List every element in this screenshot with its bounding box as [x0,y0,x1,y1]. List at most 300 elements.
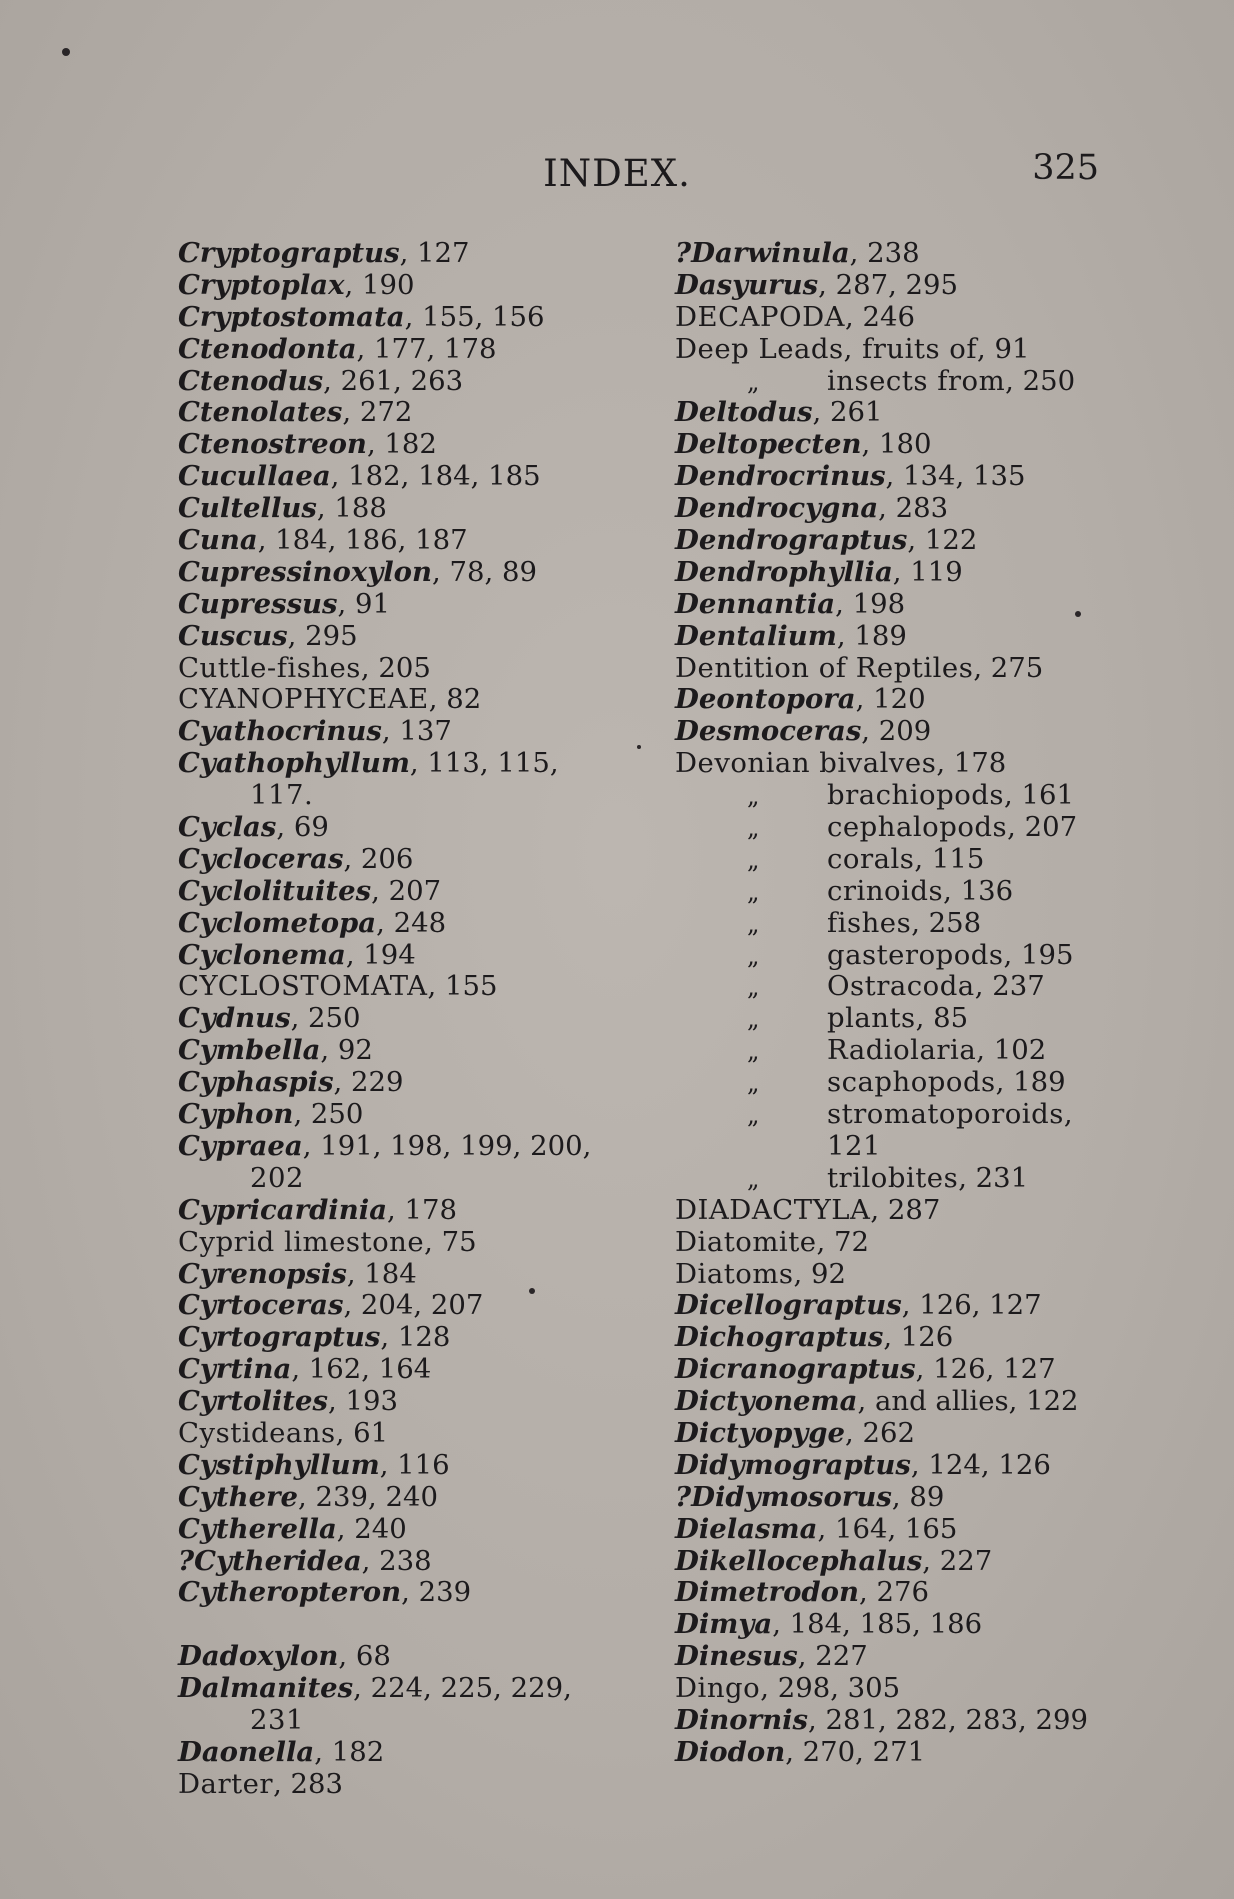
index-entry [675,557,1125,589]
index-column-left [178,238,628,1801]
index-term: plants [827,1002,916,1035]
index-entry [178,780,628,812]
page-references: , 272 [342,396,413,429]
ditto-mark: „ [747,814,760,843]
index-entry [178,812,628,844]
page-references: , 75 [424,1225,477,1258]
index-term: Ctenodonta [178,332,357,365]
index-entry [675,748,1125,780]
index-entry [178,653,628,685]
index-entry [178,1163,628,1195]
index-entry [675,971,1125,1003]
page-references: , 134, 135 [885,460,1026,493]
index-entry [675,812,1125,844]
index-term: Dicranograptus [675,1353,916,1386]
index-term: Cyathocrinus [178,715,382,748]
index-term: Cymbella [178,1034,321,1067]
index-entry [675,1227,1125,1259]
index-entry [675,1705,1125,1737]
ditto-mark: „ [747,367,760,396]
ditto-mark: „ [747,782,760,811]
index-entry [178,1227,628,1259]
index-entry [675,653,1125,685]
page-references: , 246 [844,300,915,333]
index-term: Didymograptus [675,1448,911,1481]
page-references: , 128 [380,1321,451,1354]
page-references: , 178 [936,747,1007,780]
index-entry [178,1769,628,1801]
page-references: , 177, 178 [356,332,497,365]
page-references: , 189 [836,619,907,652]
index-entry [675,684,1125,716]
page-references: , 92 [320,1034,373,1067]
index-term: Cryptostomata [178,300,405,333]
index-entry [178,1035,628,1067]
index-entry [178,1354,628,1386]
index-entry [178,270,628,302]
index-term: Diodon [675,1735,786,1768]
index-entry [178,302,628,334]
page-references: , 69 [276,811,329,844]
index-entry [675,1035,1125,1067]
index-term: Diatomite [675,1225,817,1258]
index-term: Cyrenopsis [178,1257,347,1290]
page-references: , 250 [1005,364,1076,397]
index-term: Dikellocephalus [675,1544,923,1577]
index-entry [675,461,1125,493]
index-entry [675,940,1125,972]
index-entry [178,971,628,1003]
page-references: , 287 [870,1193,941,1226]
page-references: , 180 [861,428,932,461]
index-term: Dielasma [675,1512,818,1545]
index-entry [675,1067,1125,1099]
index-term: Radiolaria [827,1034,977,1067]
index-entry [178,908,628,940]
index-term: Cydnus [178,1002,291,1035]
index-entry [178,1322,628,1354]
index-term: Cyrtoceras [178,1289,344,1322]
index-term: Dentalium [675,619,837,652]
index-entry [675,1386,1125,1418]
index-term: Daonella [178,1735,315,1768]
index-entry [675,1163,1125,1195]
ditto-mark: „ [747,1164,760,1193]
index-term: Devonian bivalves [675,747,937,780]
index-term: Cytheropteron [178,1576,402,1609]
index-entry [675,493,1125,525]
index-term: corals [827,842,915,875]
index-entry [178,1482,628,1514]
page-number: 325 [1032,148,1099,188]
index-term: trilobites [827,1161,959,1194]
page-references: , 89 [891,1480,945,1513]
page-references: , and allies, 122 [857,1385,1079,1418]
page-references: , 126 [883,1321,954,1354]
page-references: , 224, 225, 229, [353,1672,572,1705]
index-term: Dasyurus [675,268,819,301]
page-references: , 182 [314,1735,385,1768]
index-term: Dimetrodon [675,1576,859,1609]
index-entry [675,1003,1125,1035]
index-term: crinoids [827,874,944,907]
index-entry [178,1609,628,1641]
page-references: , 281, 282, 283, 299 [808,1703,1088,1736]
index-term: Dentition of Reptiles [675,651,974,684]
index-term: Ctenodus [178,364,324,397]
page-references: , 182 [366,428,437,461]
index-term: Cucullaea [178,460,331,493]
index-entry [675,366,1125,398]
index-entry [178,1195,628,1227]
index-entry [675,1482,1125,1514]
page-references: , 283 [273,1767,344,1800]
index-entry [178,1673,628,1705]
index-term: Cycloceras [178,842,344,875]
page-references: , 119 [892,555,963,588]
index-entry [178,1099,628,1131]
page-references: , 120 [855,683,926,716]
index-entry [675,1322,1125,1354]
page-references: , 287, 295 [818,268,959,301]
index-entry [178,525,628,557]
index-entry [178,1418,628,1450]
page-references: , 127 [399,237,470,269]
index-entry [178,716,628,748]
index-entry [178,1003,628,1035]
index-entry [675,1673,1125,1705]
page-references: , 162, 164 [291,1353,432,1386]
index-term: scaphopods [827,1066,996,1099]
page-references: , 250 [290,1002,361,1035]
index-entry [675,1641,1125,1673]
index-entry [178,366,628,398]
index-term: Dendrograptus [675,524,908,557]
index-term: Darter [178,1767,274,1800]
index-term: Cypraea [178,1129,303,1162]
page-references: , 116 [379,1448,450,1481]
ditto-mark: „ [747,877,760,906]
index-entry [675,1514,1125,1546]
page-references: , 115 [914,842,985,875]
page-speck [529,1288,535,1294]
index-entry [675,780,1125,812]
index-entry [178,397,628,429]
index-term: ?Cytheridea [178,1544,362,1577]
index-term: Deltodus [675,396,813,429]
ditto-mark: „ [747,1101,760,1130]
index-term: Cyphaspis [178,1066,334,1099]
index-entry [178,429,628,461]
index-term: Cyathophyllum [178,747,410,780]
ditto-mark: „ [747,1005,760,1034]
index-term: Cyrtograptus [178,1321,381,1354]
index-entry [178,1450,628,1482]
page-references: , 184, 186, 187 [257,524,468,557]
index-entry [178,684,628,716]
page-references: , 92 [793,1257,847,1290]
index-term: Ctenolates [178,396,343,429]
index-entry [675,716,1125,748]
page-references: , 194 [345,938,416,971]
index-entry [178,1386,628,1418]
page-references: , 137 [381,715,452,748]
page-references: , 207 [371,874,442,907]
index-term: Cryptograptus [178,237,400,269]
index-entry [178,1290,628,1322]
page-references: , 270, 271 [785,1735,926,1768]
page-references: , 68 [338,1640,391,1673]
index-entry [675,1609,1125,1641]
page-references: , 261, 263 [323,364,464,397]
index-term: CYCLOSTOMATA [178,970,428,1003]
index-entry [178,1514,628,1546]
index-entry [675,1354,1125,1386]
page-references: , 237 [974,970,1045,1003]
index-term: Dendrocrinus [675,460,886,493]
page-speck [62,48,70,56]
index-entry [178,940,628,972]
index-term: Dichograptus [675,1321,884,1354]
index-term: 231 [250,1703,304,1736]
index-entry [675,1099,1125,1131]
index-term: Cyclolituites [178,874,372,907]
index-term: Cystideans [178,1416,336,1449]
index-term: Cypricardinia [178,1193,388,1226]
index-term: Cyphon [178,1098,294,1131]
page-references: , 262 [845,1416,915,1449]
page-references: , 188 [316,492,387,525]
index-term: stromatoporoids, [827,1098,1074,1131]
index-term: Dendrophyllia [675,555,893,588]
index-entry [178,621,628,653]
index-entry [178,589,628,621]
index-term: cephalopods [827,811,1008,844]
index-term: CYANOPHYCEAE [178,683,429,716]
page-speck [637,745,641,749]
page-references: , 229 [333,1066,404,1099]
page-references: , 124, 126 [910,1448,1051,1481]
page-references: , 207 [1007,811,1078,844]
index-column-right [675,238,1125,1769]
index-term: DECAPODA [675,300,845,333]
index-entry [178,1546,628,1578]
index-term: gasteropods [827,938,1004,971]
page-references: , 164, 165 [817,1512,958,1545]
index-term: Cyclonema [178,938,346,971]
page-references: , 275 [973,651,1044,684]
page-references: , 238 [849,237,920,269]
index-entry [178,334,628,366]
index-term: Cyrtina [178,1353,292,1386]
page-references: , 198 [835,587,906,620]
index-entry [675,429,1125,461]
index-term: Dicellograptus [675,1289,902,1322]
index-entry [675,1195,1125,1227]
index-term: Dictyopyge [675,1416,845,1449]
page-references: , 191, 198, 199, 200, [302,1129,592,1162]
page-references: , 178 [387,1193,458,1226]
page-references: , 102 [976,1034,1047,1067]
index-entry [675,1259,1125,1291]
index-entry [675,876,1125,908]
index-entry [675,589,1125,621]
index-entry [675,334,1125,366]
page-references: , 78, 89 [432,555,537,588]
page-references: , 184 [346,1257,417,1290]
page-references: , 189 [995,1066,1066,1099]
page-references: , 227 [797,1640,868,1673]
index-term: Dinornis [675,1703,809,1736]
index-term: Ctenostreon [178,428,367,461]
page-references: , 91 [977,332,1030,365]
index-entry [178,1577,628,1609]
ditto-mark: „ [747,973,760,1002]
ditto-mark: „ [747,941,760,970]
page-references: , 227 [922,1544,993,1577]
page-references: , 240 [336,1512,407,1545]
index-entry [675,302,1125,334]
page-references: , 161 [1004,779,1074,812]
page-references: , 276 [859,1576,929,1609]
index-entry [178,238,628,270]
page-references: , 182, 184, 185 [330,460,541,493]
page-references: , 184, 185, 186 [772,1608,983,1641]
index-term: Deontopora [675,683,856,716]
index-term: ?Didymosorus [675,1480,892,1513]
index-entry [675,1418,1125,1450]
index-entry [178,748,628,780]
index-entry [675,238,1125,270]
page-references: , 190 [344,268,415,301]
index-term: Dictyonema [675,1385,858,1418]
index-term: Cultellus [178,492,317,525]
index-entry [178,461,628,493]
index-entry [675,621,1125,653]
index-term: Cupressinoxylon [178,555,432,588]
index-term: Cryptoplax [178,268,345,301]
index-term: Dalmanites [178,1672,354,1705]
page-references: , 206 [343,842,414,875]
index-term: Deltopecten [675,428,862,461]
index-entry [178,557,628,589]
page-references: , 195 [1003,938,1074,971]
index-term: Deep Leads, fruits of [675,332,978,365]
page-references: , 204, 207 [343,1289,484,1322]
index-entry [178,844,628,876]
index-term: Dadoxylon [178,1640,339,1673]
index-term: Cyprid limestone [178,1225,425,1258]
index-term: Cythere [178,1480,299,1513]
index-term: Cuttle-fishes [178,651,361,684]
index-term: Cuscus [178,619,288,652]
index-term: Diatoms [675,1257,794,1290]
page-references: , 239, 240 [298,1480,438,1513]
ditto-mark: „ [747,1037,760,1066]
page-references: , 238 [361,1544,432,1577]
index-entry [178,1705,628,1737]
index-term: fishes [827,906,912,939]
index-entry [675,525,1125,557]
page-references: , 298, 305 [760,1672,901,1705]
index-term: Cytherella [178,1512,337,1545]
index-term: Cyclometopa [178,906,377,939]
index-entry [675,908,1125,940]
page-references: , 239 [401,1576,472,1609]
index-term: Cuna [178,524,258,557]
index-term: 117. [250,779,314,812]
page-references: , 248 [376,906,447,939]
index-entry [178,876,628,908]
index-entry [675,1450,1125,1482]
index-term: Dingo [675,1672,761,1705]
index-term: Cupressus [178,587,338,620]
index-term: 121 [827,1129,881,1162]
page-references: , 231 [958,1161,1029,1194]
index-entry [178,1737,628,1769]
page-references: , 283 [878,492,949,525]
index-term: 202 [250,1161,304,1194]
page-references: , 91 [337,587,391,620]
ditto-mark: „ [747,1069,760,1098]
index-term: Ostracoda [827,970,975,1003]
index-term: Dimya [675,1608,773,1641]
index-term: Desmoceras [675,715,862,748]
page-title: INDEX. [543,152,691,195]
index-entry [178,1131,628,1163]
index-entry [178,1067,628,1099]
index-term: insects from [827,364,1006,397]
index-entry [675,1546,1125,1578]
index-entry [675,844,1125,876]
page-references: , 126, 127 [915,1353,1056,1386]
page-references: , 113, 115, [409,747,559,780]
page-references: , 82 [428,683,482,716]
index-term: Dendrocygna [675,492,879,525]
page-references: , 136 [943,874,1014,907]
index-term: Cyclas [178,811,277,844]
index-entry [675,1131,1125,1163]
index-term: Dinesus [675,1640,798,1673]
page-references: , 295 [287,619,358,652]
index-term: brachiopods [827,779,1004,812]
page-references: , 205 [360,651,431,684]
page-references: , 155, 156 [404,300,545,333]
page-references: , 193 [327,1385,398,1418]
index-term: ?Darwinula [675,237,850,269]
page-references: , 155 [427,970,498,1003]
page-references: , 126, 127 [901,1289,1042,1322]
page-references: , 209 [861,715,932,748]
page-references: , 122 [907,524,978,557]
page-references: , 85 [915,1002,969,1035]
index-term: Dennantia [675,587,836,620]
index-term: DIADACTYLA [675,1193,871,1226]
index-entry [178,493,628,525]
index-term: Cystiphyllum [178,1448,380,1481]
index-term: Cyrtolites [178,1385,328,1418]
index-entry [178,1259,628,1291]
index-entry [178,1641,628,1673]
ditto-mark: „ [747,845,760,874]
index-entry [675,270,1125,302]
page-references: , 72 [816,1225,870,1258]
page-references: , 250 [293,1098,364,1131]
ditto-mark: „ [747,909,760,938]
page-references: , 258 [911,906,982,939]
index-entry [675,1737,1125,1769]
page-speck [1075,611,1081,617]
